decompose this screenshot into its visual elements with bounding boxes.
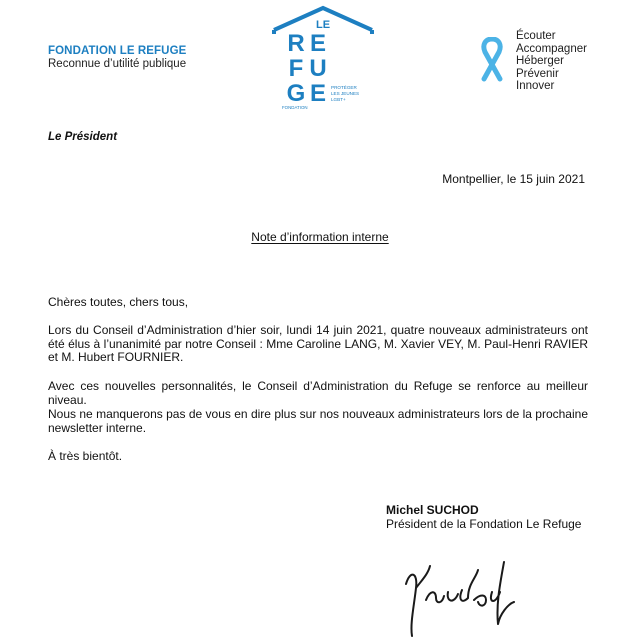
- organization-subtitle: Reconnue d’utilité publique: [48, 58, 187, 70]
- document-title-text: Note d’information interne: [251, 230, 389, 244]
- value-item: Écouter: [516, 30, 556, 42]
- paragraph-announcement: Lors du Conseil d’Administration d’hier soir, lundi 14 juin 2021, quatre nouveaux administrateurs ont été élus à l’unanimité par notre Conseil : Mme Caroline LANG, M. Xavier VEY, M. Paul-Henri RAVIER et M. Hubert FOURNIER.: [48, 323, 588, 365]
- logo-tagline-3: LGBT+: [331, 97, 346, 102]
- logo-letter-e2: E: [309, 80, 327, 107]
- signer-title: Président de la Fondation Le Refuge: [386, 517, 582, 531]
- le-refuge-logo: [268, 4, 378, 112]
- logo-letter-r: R: [287, 30, 305, 57]
- organization-name: FONDATION LE REFUGE: [48, 45, 187, 57]
- logo-letter-f: F: [288, 55, 304, 82]
- logo-footer-text: FONDATION: [282, 105, 308, 110]
- logo-letter-u: U: [309, 55, 327, 82]
- logo-tagline-2: LES JEUNES: [331, 91, 360, 96]
- logo-letter-e1: E: [309, 30, 327, 57]
- document-title: [0, 230, 640, 244]
- handwritten-signature: [396, 544, 526, 640]
- logo-letter-g: G: [286, 80, 306, 107]
- place-date: Montpellier, le 15 juin 2021: [442, 172, 585, 186]
- awareness-ribbon-icon: [476, 37, 508, 83]
- logo-tagline-1: PROTÉGER: [331, 85, 357, 90]
- values-list: [516, 30, 587, 93]
- value-item: Prévenir: [516, 67, 559, 80]
- paragraph-newsletter: Nous ne manquerons pas de vous en dire plus sur nos nouveaux administrateurs lors de la prochaine newsletter interne.: [48, 407, 588, 435]
- value-item: Héberger: [516, 55, 564, 67]
- closing: À très bientôt.: [48, 449, 123, 463]
- signer-name: Michel SUCHOD: [386, 503, 479, 517]
- logo-le-text: LE: [315, 19, 331, 31]
- sender-role: Le Président: [48, 131, 118, 143]
- value-item: Innover: [516, 80, 555, 92]
- value-item: Accompagner: [516, 42, 587, 55]
- greeting: Chères toutes, chers tous,: [48, 295, 189, 309]
- paragraph-reinforcement: Avec ces nouvelles personnalités, le Conseil d’Administration du Refuge se renforce au meilleur niveau.: [48, 379, 588, 407]
